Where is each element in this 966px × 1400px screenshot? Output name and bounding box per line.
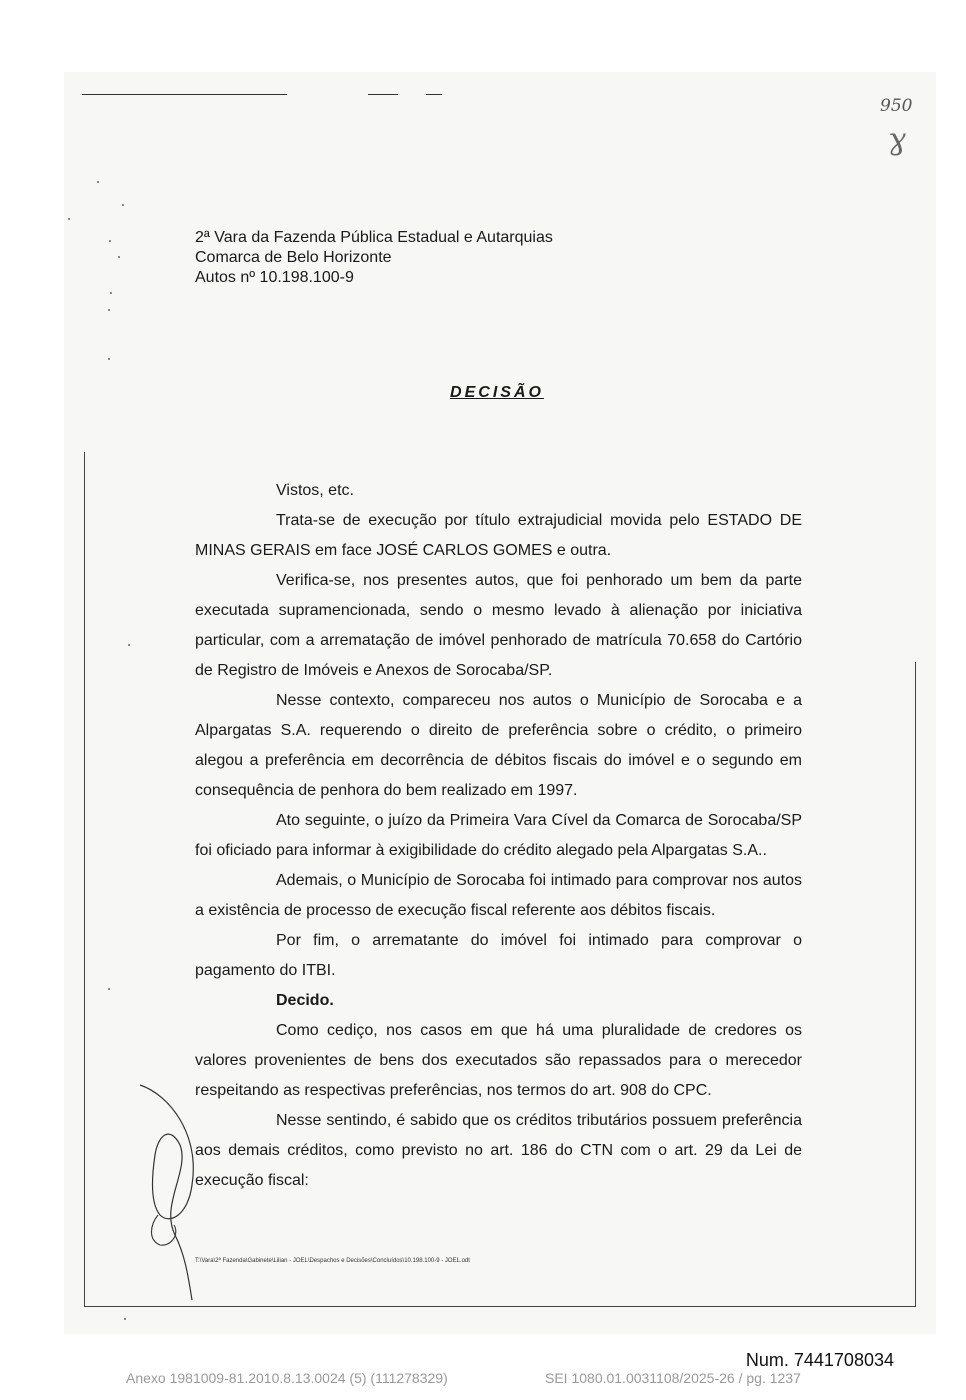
document-header bbox=[195, 228, 553, 288]
case-number: Autos nº 10.198.100-9 bbox=[195, 269, 354, 286]
signature-icon bbox=[130, 1075, 210, 1305]
handwritten-page-number: 950 bbox=[880, 96, 913, 116]
bottom-rule bbox=[84, 1306, 916, 1307]
paragraph: Ademais, o Município de Sorocaba foi intimado para comprovar nos autos a existência de processo de execução fiscal referente aos débitos fiscais. bbox=[195, 872, 802, 919]
paragraph: Como cediço, nos casos em que há uma pluralidade de credores os valores provenientes de bens dos executados são repassados para o merecedor respeitando as respectivas preferências, nos termos do art. 908 do CPC. bbox=[195, 1022, 802, 1099]
decision-body bbox=[195, 476, 802, 1196]
district-name: Comarca de Belo Horizonte bbox=[195, 249, 392, 266]
paragraph: Por fim, o arrematante do imóvel foi intimado para comprovar o pagamento do ITBI. bbox=[195, 932, 802, 979]
header-rule-fragment bbox=[368, 94, 398, 95]
paragraph: Nesse sentindo, é sabido que os créditos tributários possuem preferência aos demais créditos, como previsto no art. 186 do CTN com o art. 29 da Lei de execução fiscal: bbox=[195, 1112, 802, 1189]
document-title: DECISÃO bbox=[450, 384, 544, 401]
paragraph-decido: Decido. bbox=[276, 992, 334, 1009]
sei-reference: SEI 1080.01.0031108/2025-26 / pg. 1237 bbox=[545, 1370, 801, 1386]
handwritten-initial: ɣ bbox=[888, 122, 906, 157]
paragraph: Verifica-se, nos presentes autos, que foi penhorado um bem da parte executada supramencionada, sendo o mesmo levado à alienação por iniciativa particular, com a arrematação de imóvel penhorado de matrícula 70.658 do Cartório de Registro de Imóveis e Anexos de Sorocaba/SP. bbox=[195, 572, 802, 679]
file-path: T:\Vara\2ª Fazenda\Gabinete\Lilian - JOEL\Despachos e Decisões\Concluídos\10.198.100-9 - JOEL.odt bbox=[195, 1258, 470, 1264]
paragraph: Nesse contexto, compareceu nos autos o Município de Sorocaba e a Alpargatas S.A. requerendo o direito de preferência sobre o crédito, o primeiro alegou a preferência em decorrência de débitos fiscais do imóvel e o segundo em consequência de penhora do bem realizado em 1997. bbox=[195, 692, 802, 799]
header-rule bbox=[82, 94, 287, 95]
left-margin-rule bbox=[84, 452, 85, 1307]
court-name: 2ª Vara da Fazenda Pública Estadual e Autarquias bbox=[195, 229, 553, 246]
right-margin-rule bbox=[915, 662, 916, 1307]
paragraph: Vistos, etc. bbox=[276, 482, 354, 499]
paragraph: Trata-se de execução por título extrajudicial movida pelo ESTADO DE MINAS GERAIS em face JOSÉ CARLOS GOMES e outra. bbox=[195, 512, 802, 559]
document-number: Num. 7441708034 bbox=[745, 1350, 894, 1370]
paragraph: Ato seguinte, o juízo da Primeira Vara Cível da Comarca de Sorocaba/SP foi oficiado para informar à exigibilidade do crédito alegado pela Alpargatas S.A.. bbox=[195, 812, 802, 859]
header-rule-fragment bbox=[426, 94, 442, 95]
annex-reference: Anexo 1981009-81.2010.8.13.0024 (5) (111278329) bbox=[126, 1370, 448, 1386]
